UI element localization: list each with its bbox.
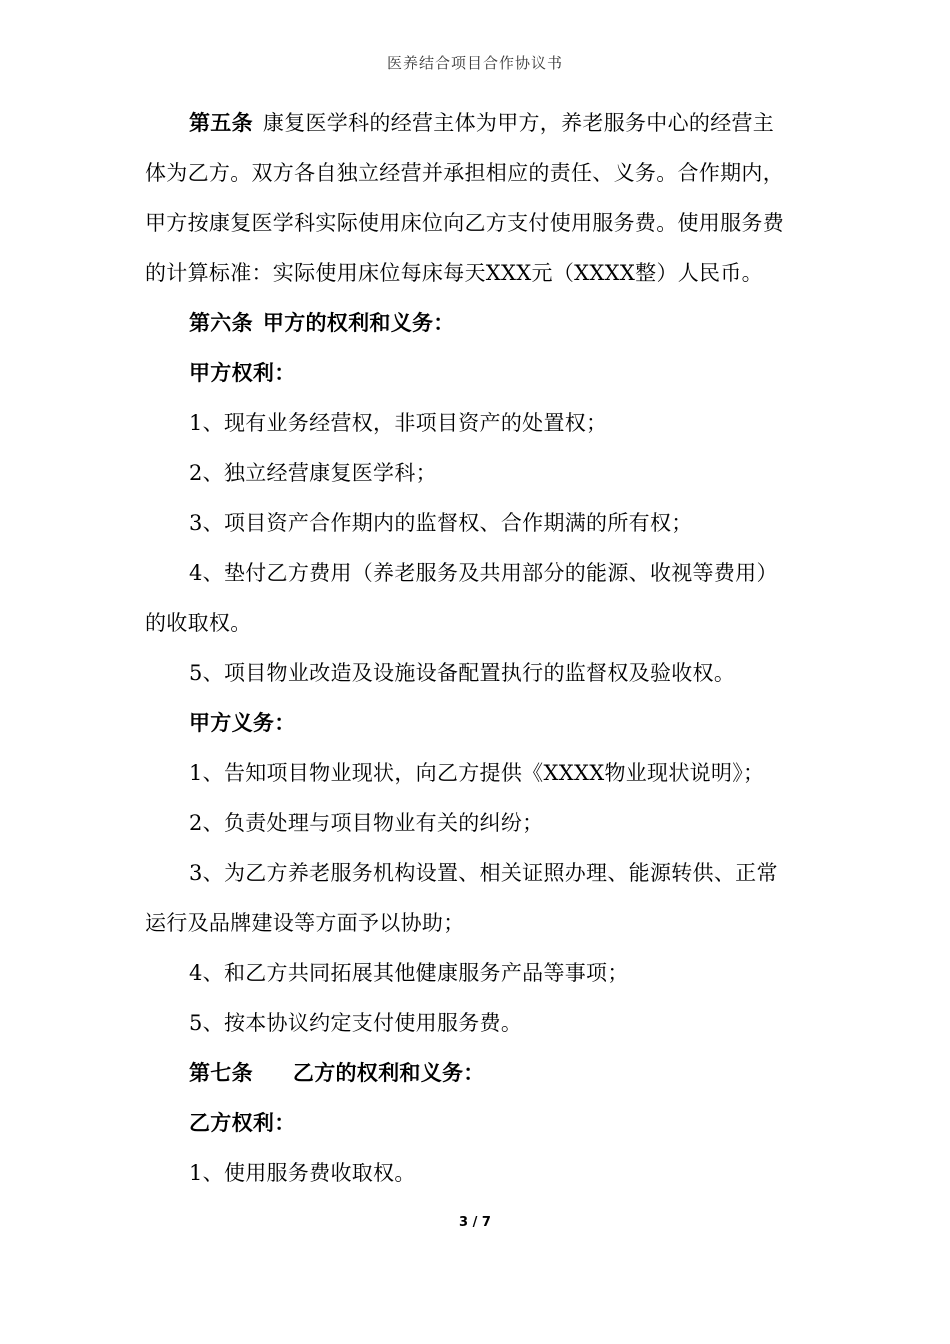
party-a-duties-heading: 甲方义务： (189, 710, 296, 735)
article-5-text-1: 康复医学科的经营主体为甲方，养老服务中心的经营主 (262, 111, 775, 135)
article-6-heading-line (145, 298, 810, 348)
party-a-right-5: 5、项目物业改造及设施设备配置执行的监督权及验收权。 (189, 661, 736, 685)
article-5-title: 第五条 (189, 110, 253, 135)
article-6-title: 第六条 (189, 310, 253, 335)
party-a-right-1: 1、现有业务经营权，非项目资产的处置权； (189, 411, 608, 435)
party-a-duty-2: 2、负责处理与项目物业有关的纠纷； (189, 811, 544, 835)
party-a-duty-3-cont: 运行及品牌建设等方面予以协助； (145, 911, 465, 935)
article-7-title: 第七条 (189, 1060, 253, 1085)
party-a-duty-5: 5、按本协议约定支付使用服务费。 (189, 1011, 523, 1035)
party-a-duty-3: 3、为乙方养老服务机构设置、相关证照办理、能源转供、正常 (189, 861, 778, 885)
party-a-rights-heading: 甲方权利： (189, 360, 296, 385)
party-b-rights-heading: 乙方权利： (189, 1110, 296, 1135)
article-7-heading-line (145, 1048, 810, 1098)
article-5-line-2: 体为乙方。双方各自独立经营并承担相应的责任、义务。合作期内， (145, 161, 784, 185)
party-a-duty-1: 1、告知项目物业现状，向乙方提供《XXXX物业现状说明》； (189, 761, 765, 785)
page-number: 3 / 7 (459, 1215, 491, 1230)
party-a-right-3: 3、项目资产合作期内的监督权、合作期满的所有权； (189, 511, 693, 535)
article-6-heading: 甲方的权利和义务： (262, 310, 455, 335)
party-a-duty-4: 4、和乙方共同拓展其他健康服务产品等事项； (189, 961, 629, 985)
party-b-right-1: 1、使用服务费收取权。 (189, 1161, 416, 1185)
party-a-right-4: 4、垫付乙方费用（养老服务及共用部分的能源、收视等费用） (189, 561, 778, 585)
party-a-right-4-cont: 的收取权。 (145, 611, 252, 635)
article-5-line-3: 甲方按康复医学科实际使用床位向乙方支付使用服务费。使用服务费 (145, 211, 784, 235)
document-body (145, 98, 810, 1198)
document-header: 医养结合项目合作协议书 (386, 54, 563, 72)
article-5-line-1 (145, 98, 810, 148)
party-a-right-2: 2、独立经营康复医学科； (189, 461, 437, 485)
article-5-line-4: 的计算标准：实际使用床位每床每天XXX元（XXXX整）人民币。 (145, 261, 763, 285)
article-7-heading: 乙方的权利和义务： (292, 1060, 485, 1085)
